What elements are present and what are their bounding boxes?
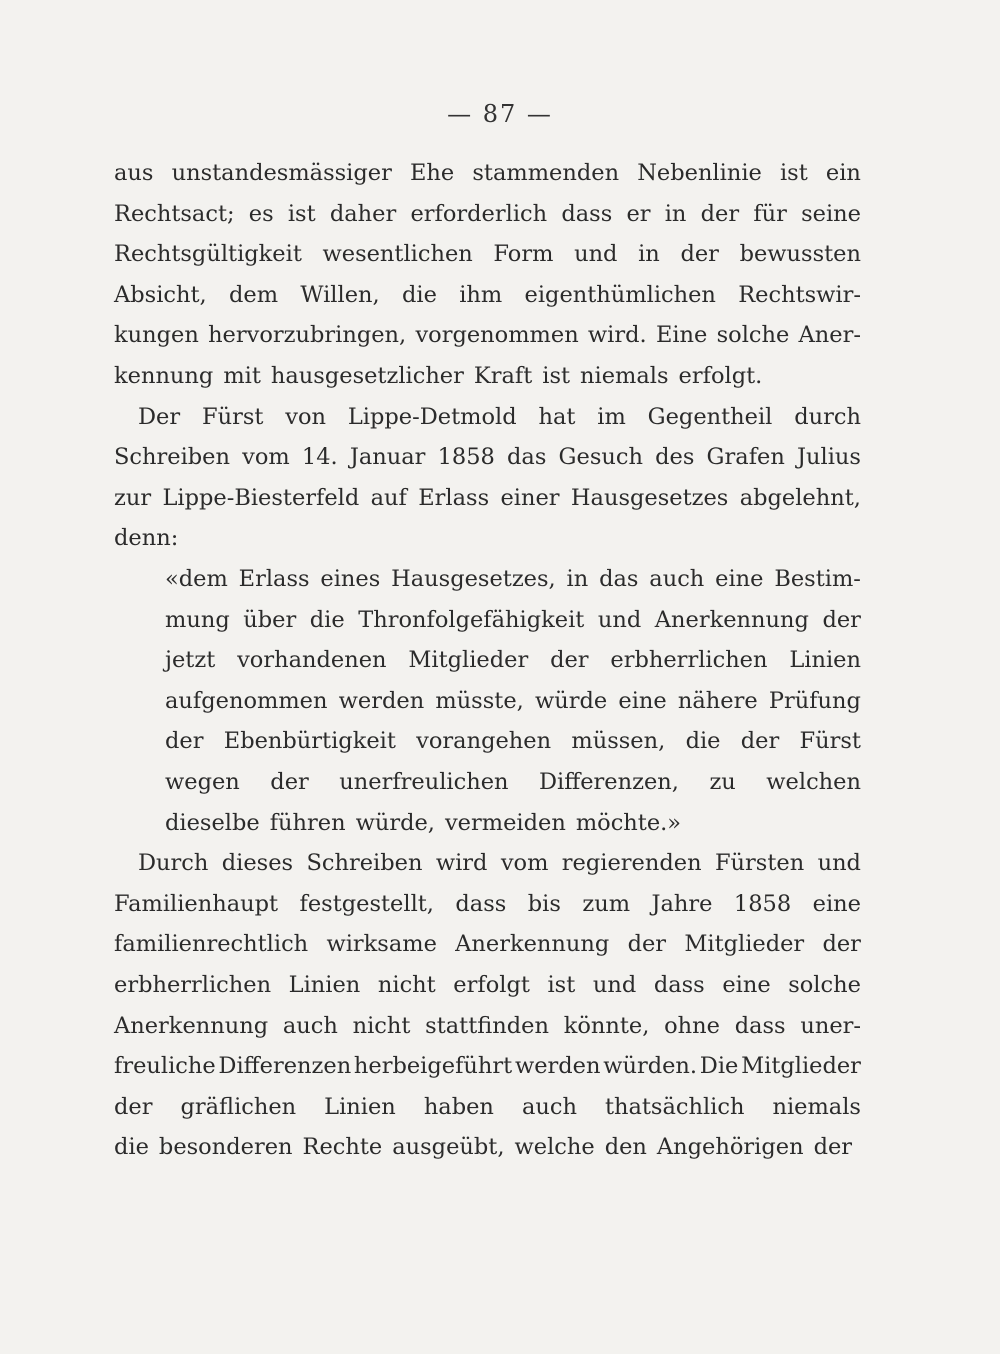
quote-line: «dem Erlass eines Hausgesetzes, in das auch eine Bestim- (165, 566, 861, 592)
text-line: Durch dieses Schreiben wird vom regierenden Fürsten und (138, 850, 861, 877)
text-line: die besonderen Rechte ausgeübt, welche den Angehörigen der (114, 1134, 853, 1161)
text-line: Der Fürst von Lippe-Detmold hat im Gegentheil durch (138, 403, 861, 430)
text-line: kennung mit hausgesetzlicher Kraft ist niemals erfolgt. (114, 363, 763, 389)
page-number: — 87 — (447, 100, 553, 128)
text-line: denn: (114, 525, 179, 552)
quote-line: aufgenommen werden müsste, würde eine nähere Prüfung (165, 687, 861, 714)
quote-line: der Ebenbürtigkeit vorangehen müssen, die der Fürst (165, 728, 861, 755)
text-line: familienrechtlich wirksame Anerkennung der Mitglieder der (114, 931, 861, 958)
quote-line: mung über die Thronfolgefähigkeit und Anerkennung der (165, 606, 861, 633)
quote-line: wegen der unerfreulichen Differenzen, zu welchen (165, 769, 861, 795)
text-line: Familienhaupt festgestellt, dass bis zum Jahre 1858 eine (114, 890, 861, 917)
text-line: Absicht, dem Willen, die ihm eigenthümlichen Rechtswir- (114, 281, 861, 308)
text-line: kungen hervorzubringen, vorgenommen wird. Eine solche Aner- (114, 322, 861, 349)
text-line: Rechtsact; es ist daher erforderlich dass er in der für seine (114, 200, 861, 227)
text-line: Schreiben vom 14. Januar 1858 das Gesuch des Grafen Julius (114, 444, 861, 471)
quote-line: jetzt vorhandenen Mitglieder der erbherrlichen Linien (165, 647, 861, 674)
text-line: Anerkennung auch nicht stattfinden könnte, ohne dass uner- (114, 1012, 861, 1039)
text-line: erbherrlichen Linien nicht erfolgt ist und dass eine solche (114, 972, 861, 998)
quote-line: dieselbe führen würde, vermeiden möchte.» (165, 809, 682, 836)
text-line: zur Lippe-Biesterfeld auf Erlass einer Hausgesetzes abgelehnt, (114, 484, 861, 511)
text-line: Rechtsgültigkeit wesentlichen Form und in der bewussten (114, 241, 861, 268)
text-line: aus unstandesmässiger Ehe stammenden Nebenlinie ist ein (114, 160, 861, 186)
text-line: der gräflichen Linien haben auch thatsächlich niemals (114, 1093, 861, 1120)
text-line: freuliche Differenzen herbeigeführt werden würden. Die Mitglieder (114, 1053, 861, 1080)
